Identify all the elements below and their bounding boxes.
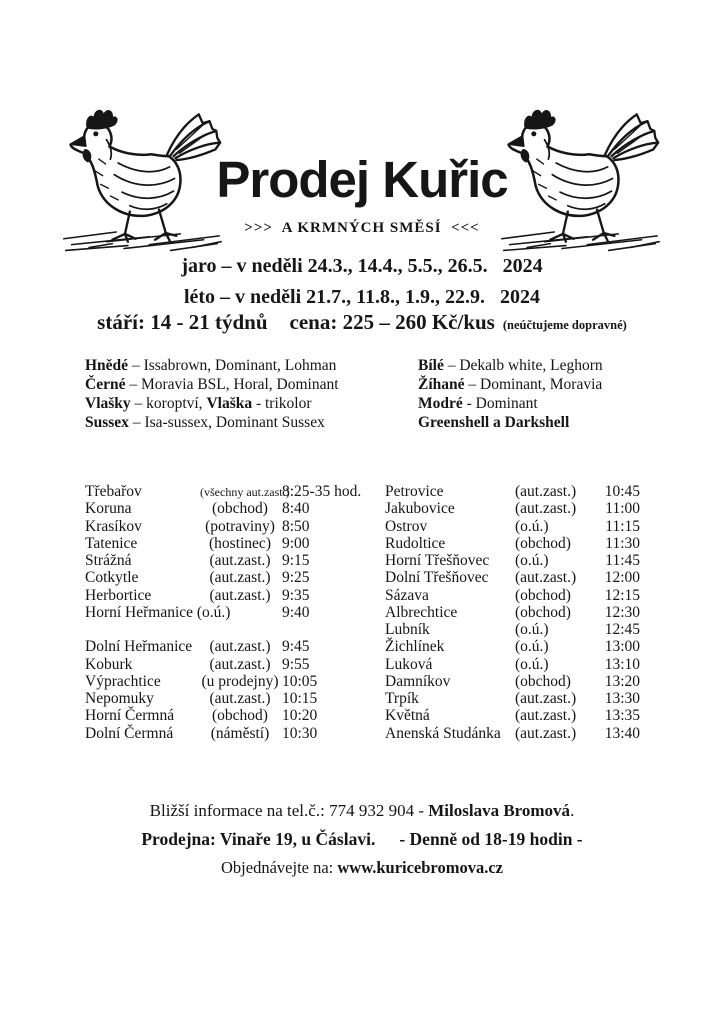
price-info: cena: 225 – 260 Kč/kus bbox=[289, 310, 495, 334]
stop-name: Nepomuky bbox=[85, 690, 154, 707]
stop-name: Luková bbox=[385, 655, 433, 673]
stop-name: Dolní Čermná bbox=[85, 724, 174, 742]
stop-time: 9:15 bbox=[282, 552, 310, 569]
schedule-row bbox=[385, 500, 640, 517]
stop-location: (obchod) bbox=[212, 707, 268, 725]
stop-location: (u prodejny) bbox=[201, 672, 279, 690]
schedule-row bbox=[385, 587, 640, 604]
stop-time: 10:05 bbox=[282, 672, 318, 690]
stop-time: 12:45 bbox=[604, 621, 640, 638]
stop-location: (aut.zast.) bbox=[209, 569, 271, 587]
stop-time: 13:10 bbox=[604, 655, 640, 673]
stop-time: 8:40 bbox=[282, 500, 310, 518]
stop-location bbox=[200, 604, 280, 621]
stop-location: (aut.zast.) bbox=[209, 586, 271, 604]
stop-location: (aut.zast.) bbox=[515, 724, 577, 742]
page-title: Prodej Kuřic bbox=[216, 151, 508, 208]
stop-time: 9:00 bbox=[282, 534, 310, 552]
stop-name: Horní Čermná bbox=[85, 707, 175, 725]
stop-location: (náměstí) bbox=[210, 724, 270, 742]
stop-location: (aut.zast.) bbox=[209, 690, 271, 707]
schedule-row bbox=[385, 604, 640, 621]
schedule-row bbox=[85, 535, 363, 552]
stop-time: 10:45 bbox=[604, 483, 640, 500]
stop-time: 9:25 bbox=[282, 569, 310, 587]
stop-location: (obchod) bbox=[515, 534, 571, 552]
stop-location: (obchod) bbox=[515, 603, 571, 621]
stop-time: 11:15 bbox=[605, 517, 640, 535]
stop-name: Žichlínek bbox=[385, 638, 445, 656]
stop-location: (aut.zast.) bbox=[515, 569, 577, 587]
stop-name: Tatenice bbox=[85, 534, 138, 552]
schedule-row bbox=[385, 725, 640, 742]
stop-time: 11:00 bbox=[605, 500, 640, 518]
stop-location: (obchod) bbox=[515, 672, 571, 690]
stop-location: (obchod) bbox=[515, 586, 571, 604]
schedule-row bbox=[385, 483, 640, 500]
schedule-row bbox=[385, 535, 640, 552]
stop-name: Horní Třešňovec bbox=[385, 552, 490, 569]
stop-location: (aut.zast.) bbox=[209, 655, 271, 673]
stop-name: Anenská Studánka bbox=[385, 724, 501, 742]
stop-name: Trpík bbox=[385, 690, 419, 707]
schedule-row bbox=[385, 518, 640, 535]
stop-name: Koburk bbox=[85, 655, 133, 673]
phone-number: 774 932 904 bbox=[329, 801, 415, 820]
stop-location: (o.ú.) bbox=[515, 621, 549, 638]
schedule-row bbox=[85, 552, 363, 569]
season-dates-line: léto – v neděli 21.7., 11.8., 1.9., 22.9. 2024 bbox=[183, 286, 541, 308]
contact-name: Miloslava Bromová bbox=[428, 801, 571, 820]
stop-time: 8:50 bbox=[282, 517, 310, 535]
stop-location: (o.ú.) bbox=[515, 655, 549, 673]
stop-location: (aut.zast.) bbox=[515, 707, 577, 725]
schedule-row bbox=[85, 673, 363, 690]
schedule-row bbox=[385, 621, 640, 638]
stop-time: 9:55 bbox=[282, 655, 310, 673]
schedule-right-column bbox=[385, 483, 640, 742]
stop-location: (o.ú.) bbox=[515, 638, 549, 656]
stop-time: 11:45 bbox=[605, 552, 640, 569]
shop-info-line bbox=[0, 829, 724, 850]
breed-line: Vlašky – koroptví, Vlaška - trikolor bbox=[85, 395, 312, 412]
stop-time: 9:45 bbox=[282, 638, 310, 656]
schedule-row bbox=[85, 690, 363, 707]
schedule-row bbox=[385, 707, 640, 724]
breed-line: Hnědé – Issabrown, Dominant, Lohman bbox=[85, 357, 337, 374]
stop-time: 12:30 bbox=[604, 603, 640, 621]
stop-name: Ostrov bbox=[385, 517, 428, 535]
season-dates-line: jaro – v neděli 24.3., 14.4., 5.5., 26.5. 2024 bbox=[181, 255, 543, 277]
stop-name: Lubník bbox=[385, 621, 430, 638]
schedule-row bbox=[385, 656, 640, 673]
stop-location bbox=[200, 621, 280, 638]
schedule-row bbox=[85, 656, 363, 673]
order-info-line: Objednávejte na: www.kuricebromova.cz bbox=[221, 858, 503, 877]
stop-time: 13:30 bbox=[604, 690, 640, 707]
stop-time: 10:30 bbox=[282, 724, 318, 742]
breed-line: Sussex – Isa-sussex, Dominant Sussex bbox=[85, 414, 325, 431]
breed-line: Bílé – Dekalb white, Leghorn bbox=[418, 357, 603, 374]
stop-time: 12:15 bbox=[604, 586, 640, 604]
stop-name: Petrovice bbox=[385, 483, 444, 500]
schedule-row bbox=[385, 552, 640, 569]
stop-name: Dolní Heřmanice bbox=[85, 638, 193, 656]
schedule-row bbox=[85, 621, 363, 638]
stop-location: (aut.zast.) bbox=[209, 638, 271, 656]
stop-time: 9:35 bbox=[282, 586, 310, 604]
stop-time: 13:35 bbox=[604, 707, 640, 725]
stop-name: Albrechtice bbox=[385, 603, 458, 621]
schedule-row bbox=[85, 569, 363, 586]
stop-name: Damníkov bbox=[385, 672, 451, 690]
stop-time: 10:20 bbox=[282, 707, 318, 725]
stop-location: (aut.zast.) bbox=[515, 500, 577, 518]
stop-name: Třebařov bbox=[85, 483, 142, 500]
schedule-row bbox=[385, 690, 640, 707]
stop-location: (všechny aut.zast.) bbox=[200, 485, 290, 499]
schedule-left-column bbox=[85, 483, 363, 742]
breed-line: Modré - Dominant bbox=[418, 395, 538, 412]
opening-hours: - Denně od 18-19 hodin - bbox=[399, 829, 583, 849]
stop-name: Strážná bbox=[85, 552, 132, 569]
contact-info-line: Bližší informace na tel.č.: 774 932 904 - Miloslava Bromová. bbox=[149, 801, 575, 820]
stop-time: 13:20 bbox=[604, 672, 640, 690]
age-price-line bbox=[0, 310, 724, 335]
stop-name: Cotkytle bbox=[85, 569, 139, 587]
stop-time: 13:40 bbox=[604, 724, 640, 742]
schedule-row bbox=[385, 569, 640, 586]
stop-name: Herbortice bbox=[85, 586, 152, 604]
breed-line: Žíhané – Dominant, Moravia bbox=[418, 376, 603, 393]
breed-line: Černé – Moravia BSL, Horal, Dominant bbox=[85, 376, 339, 393]
stop-time: 9:40 bbox=[282, 603, 310, 621]
stop-name: Dolní Třešňovec bbox=[385, 569, 489, 587]
price-note: (neúčtujeme dopravné) bbox=[502, 318, 627, 332]
stop-name: Květná bbox=[385, 707, 430, 725]
age-info: stáří: 14 - 21 týdnů bbox=[97, 310, 268, 334]
stop-time: 13:00 bbox=[604, 638, 640, 656]
stop-location: (aut.zast.) bbox=[515, 690, 577, 707]
stop-name: Rudoltice bbox=[385, 534, 446, 552]
breed-line: Greenshell a Darkshell bbox=[418, 414, 570, 431]
breeds-right-column bbox=[418, 356, 603, 432]
stop-location: (hostinec) bbox=[209, 534, 271, 552]
subtitle: >>> A KRMNÝCH SMĚSÍ <<< bbox=[244, 220, 480, 236]
stop-name bbox=[85, 621, 200, 638]
stop-name: Výprachtice bbox=[85, 672, 161, 690]
stop-name: Krasíkov bbox=[85, 517, 142, 535]
schedule-row bbox=[385, 638, 640, 655]
stop-time: 12:00 bbox=[604, 569, 640, 587]
schedule-row bbox=[85, 483, 363, 500]
breeds-left-column bbox=[85, 356, 339, 432]
schedule-row bbox=[85, 587, 363, 604]
schedule-row bbox=[85, 518, 363, 535]
stop-name: Koruna bbox=[85, 500, 132, 518]
stop-time: 10:15 bbox=[282, 690, 318, 707]
stop-time: 8:25-35 hod. bbox=[282, 483, 362, 500]
stop-location: (obchod) bbox=[212, 500, 268, 518]
stop-location: (o.ú.) bbox=[515, 552, 549, 569]
stop-name: Jakubovice bbox=[385, 500, 455, 518]
stop-location: (aut.zast.) bbox=[515, 483, 577, 500]
schedule-row bbox=[85, 500, 363, 517]
stop-name: Sázava bbox=[385, 586, 429, 604]
schedule-row bbox=[85, 707, 363, 724]
schedule-row bbox=[85, 725, 363, 742]
schedule-row bbox=[85, 604, 363, 621]
stop-time: 11:30 bbox=[605, 534, 640, 552]
website-url: www.kuricebromova.cz bbox=[337, 858, 503, 877]
stop-name: Horní Heřmanice (o.ú.) bbox=[85, 603, 231, 621]
shop-address: Prodejna: Vinaře 19, u Čáslavi. bbox=[141, 829, 376, 849]
stop-location: (potraviny) bbox=[205, 517, 275, 535]
season-dates bbox=[0, 251, 724, 313]
schedule-row bbox=[385, 673, 640, 690]
stop-time bbox=[280, 621, 363, 638]
stop-location: (aut.zast.) bbox=[209, 552, 271, 569]
stop-location: (o.ú.) bbox=[515, 517, 549, 535]
schedule-row bbox=[85, 638, 363, 655]
